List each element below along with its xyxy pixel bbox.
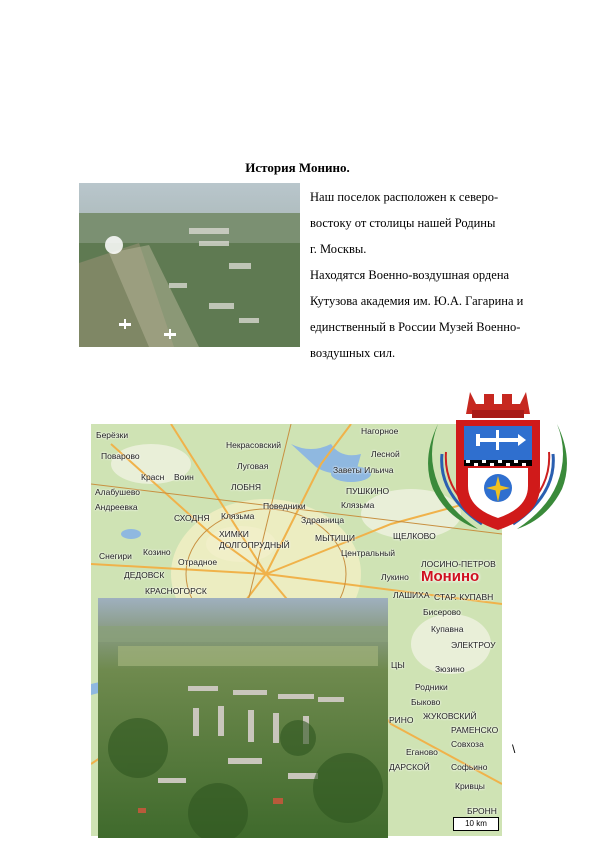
map-place-label: Лукино [381,572,409,582]
map-place-label: Снегири [99,551,132,561]
stray-mark: \ [512,742,516,756]
map-scale-bar: 10 km [453,817,499,831]
paragraph-line: Кутузова академия им. Ю.А. Гагарина и [310,294,524,308]
map-place-label: Софьино [451,762,488,772]
map-place-label: Здравница [301,515,345,525]
map-place-label: БРОНН [467,806,497,816]
map-place-label: ДАРСКОЙ [389,762,430,772]
map-place-label: РАМЕНСКО [451,725,499,735]
paragraph-line: воздушных сил. [310,346,396,360]
map-place-label: Родники [415,682,448,692]
map-place-label: ДОЛГОПРУДНЫЙ [219,540,290,550]
map-place-label: Быково [411,697,441,707]
map-place-label: ПУШКИНО [346,486,390,496]
paragraph-line: Находятся Военно-воздушная ордена [310,268,510,282]
map-place-label: ЭЛЕКТРОУ [451,640,496,650]
map-place-label: Поведники [263,501,306,511]
map-place-label: ЛОБНЯ [231,482,262,492]
map-place-label: ЛОСИНО-ПЕТРОВ [421,559,496,569]
map-place-label: Бисерово [423,607,461,617]
map-place-label: Совхоза [451,739,484,749]
map-place-label: Еганово [406,747,438,757]
map-place-label: СХОДНЯ [174,513,210,523]
paragraph-line: единственный в России Музей Военно- [310,320,521,334]
map-place-label: Зюзино [435,664,465,674]
page-title: История Монино. [245,160,350,175]
map-highlight-label: Монино [421,568,480,585]
map-place-label: РИНО [389,715,414,725]
aerial-photo-monino [98,598,388,838]
map-place-label: СТАР. КУПАВН [434,592,494,602]
map-place-label: Алабушево [95,487,140,497]
map-place-label: Красн [141,472,165,482]
map-place-label: Поварово [101,451,140,461]
map-place-label: Кривцы [455,781,485,791]
map-place-label: Андреевка [95,502,138,512]
map-place-label: Берёзки [96,430,129,440]
paragraph-line: Наш поселок расположен к северо- [310,190,499,204]
map-place-label: Отрадное [178,557,218,567]
map-place-label: Купавна [431,624,464,634]
map-place-label: Клязьма [221,511,255,521]
map-place-label: ЖУКОВСКИЙ [423,711,477,721]
map-place-label: ДЕДОВСК [124,570,165,580]
map-place-label: Воин [174,472,194,482]
intro-paragraph [310,184,580,366]
map-place-label: Клязьма [341,500,375,510]
paragraph-line: г. Москвы. [310,242,367,256]
map-place-label: Нагорное [361,426,399,436]
map-place-label: КРАСНОГОРСК [145,586,207,596]
map-place-label: Луговая [237,461,269,471]
map-place-label: Центральный [341,548,395,558]
map-place-label: Лесной [371,449,400,459]
map-place-label: Козино [143,547,171,557]
map-place-label: ЛАШИХА [393,590,430,600]
map-place-label: ЩЕЛКОВО [393,531,436,541]
map-place-label: Заветы Ильича [333,465,394,475]
map-place-label: МЫТИЩИ [315,533,355,543]
aerial-photo-town [79,183,300,347]
paragraph-line: востоку от столицы нашей Родины [310,216,496,230]
map-place-label: ЦЫ [391,660,405,670]
map-place-label: ХИМКИ [219,529,249,539]
monino-coat-of-arms [420,384,575,544]
map-place-label: Некрасовский [226,440,281,450]
